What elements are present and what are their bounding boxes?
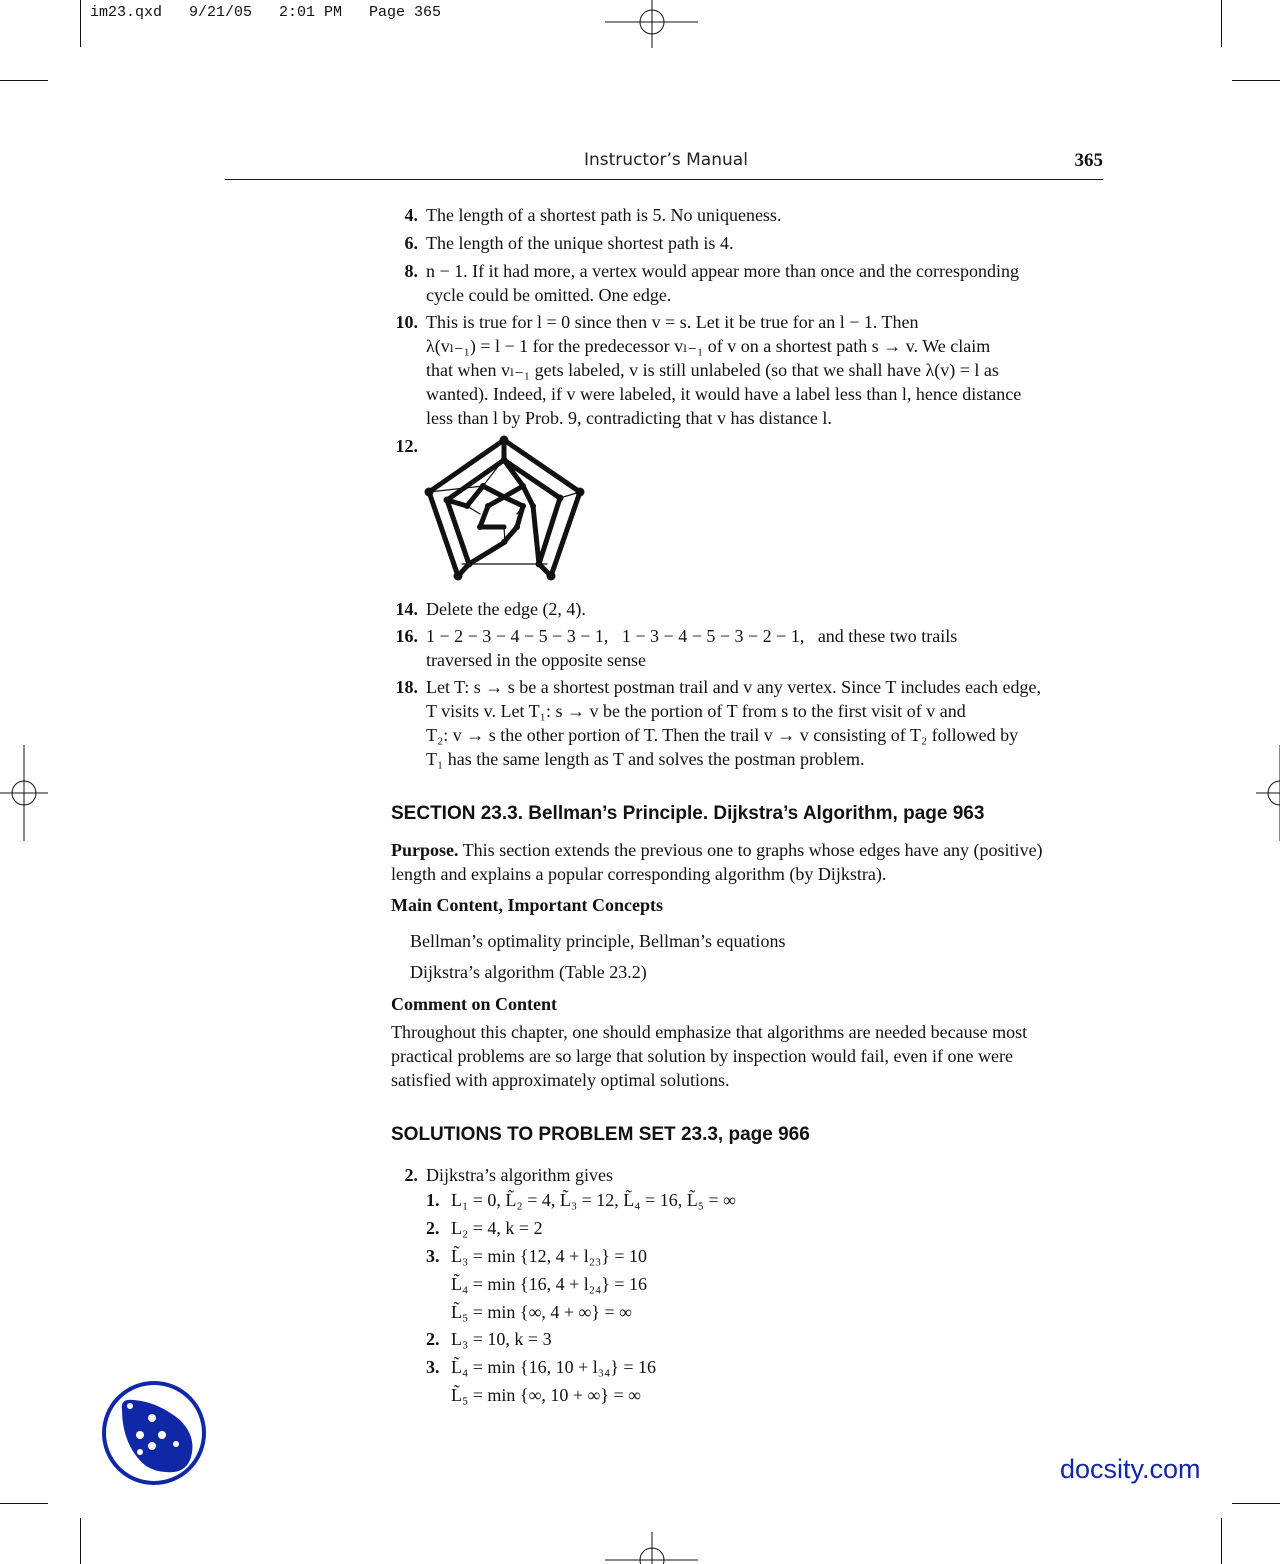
comment-heading: Comment on Content	[391, 994, 557, 1014]
answer-8: 8. n − 1. If it had more, a vertex would appear more than once and the corresponding cycle could be omitted. One edge.	[404, 261, 1019, 305]
crop-mark	[80, 0, 81, 47]
registration-mark-bottom	[600, 1530, 700, 1564]
concept-item: Dijkstra’s algorithm (Table 23.2)	[410, 962, 647, 982]
page-number: 365	[1074, 150, 1103, 171]
registration-mark-top	[600, 0, 700, 50]
crop-mark	[80, 1518, 81, 1564]
answer-16: 16. 1 − 2 − 3 − 4 − 5 − 3 − 1, 1 − 3 − 4 − 5 − 3 − 2 − 1, and these two trails traversed in the opposite sense	[395, 626, 958, 670]
registration-mark-right	[1250, 745, 1280, 845]
purpose-paragraph: Purpose. This section extends the previous one to graphs whose edges have any (positive) length and explains a popular corresponding algorithm (by Dijkstra).	[391, 840, 1043, 884]
answer-6: 6. The length of the unique shortest path is 4.	[404, 233, 734, 253]
crop-mark	[1221, 0, 1222, 47]
answer-12-graph	[420, 432, 590, 584]
registration-mark-left	[0, 745, 50, 845]
answer-14: 14. Delete the edge (2, 4).	[395, 599, 586, 619]
section-heading: SECTION 23.3. Bellman’s Principle. Dijkstra’s Algorithm, page 963	[391, 803, 985, 824]
answer-18: 18. Let T: s → s be a shortest postman trail and v any vertex. Since T includes each edge, T visits v. Let T₁: s → v be the portion of T from s to the first visit of v and T₂: v → s the other portion of T. Then the trail v → v consisting of T₂ followed by T₁ has the same length as T and solves the postman problem.	[395, 677, 1041, 769]
solutions-heading: SOLUTIONS TO PROBLEM SET 23.3, page 966	[391, 1124, 810, 1145]
answer-4: 4. The length of a shortest path is 5. No uniqueness.	[404, 205, 782, 225]
purpose-label: Purpose.	[391, 840, 459, 860]
running-head: Instructor’s Manual	[584, 150, 748, 170]
docsity-link[interactable]: docsity.com	[1060, 1454, 1201, 1484]
crop-mark	[0, 80, 48, 81]
solution-2: 2. Dijkstra’s algorithm gives	[404, 1165, 613, 1185]
main-content-heading: Main Content, Important Concepts	[391, 895, 663, 915]
crop-mark	[0, 1503, 48, 1504]
answer-12: 12.	[395, 436, 418, 456]
crop-mark	[1232, 1503, 1280, 1504]
crop-mark	[1232, 80, 1280, 81]
comment-paragraph: Throughout this chapter, one should emphasize that algorithms are needed because most practical problems are so large that solution by inspection would fail, even if one were satisfied with approximately optimal solutions.	[391, 1022, 1028, 1090]
answer-10: 10. This is true for l = 0 since then v = s. Let it be true for an l − 1. Then λ(vₗ₋₁) = l − 1 for the predecessor vₗ₋₁ of v on a shortest path s → v. We claim that when vₗ₋₁ gets labeled, v is still unlabeled (so that we shall have λ(v) = l as wanted). Indeed, if v were labeled, it would have a label less than l, hence distance less than l by Prob. 9, contradicting that v has distance l.	[395, 312, 1022, 428]
concept-item: Bellman’s optimality principle, Bellman’s equations	[410, 931, 786, 951]
docsity-logo-icon[interactable]	[100, 1380, 208, 1486]
crop-mark	[1221, 1518, 1222, 1564]
header-rule	[225, 179, 1103, 180]
file-slug: im23.qxd 9/21/05 2:01 PM Page 365	[90, 4, 442, 21]
